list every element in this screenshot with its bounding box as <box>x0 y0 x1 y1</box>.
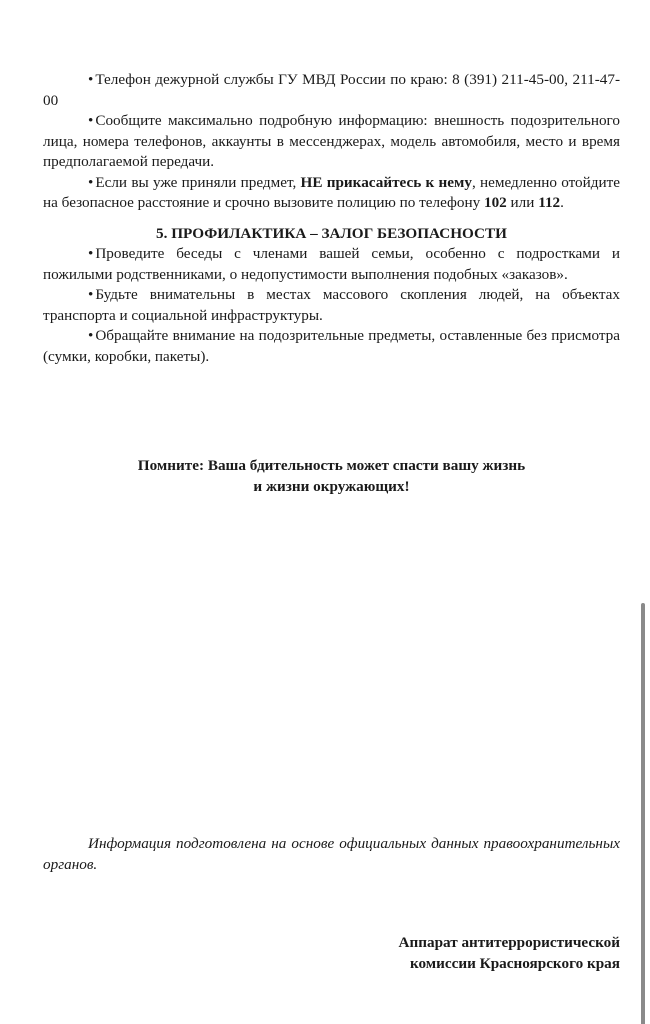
bullet-icon: • <box>88 112 94 129</box>
bullet-icon: • <box>88 71 94 88</box>
do-not-touch-emphasis: НЕ прикасайтесь к нему <box>300 173 472 191</box>
suspicious-objects-text: Обращайте внимание на подозрительные предметы, оставленные без присмотра (сумки, коробки, пакеты). <box>43 327 620 365</box>
do-not-touch-text-3: или <box>506 194 539 211</box>
reminder-block <box>43 456 620 497</box>
signature-line-2: комиссии Красноярского края <box>409 954 620 972</box>
crowded-places-text: Будьте внимательны в местах массового скопления людей, на объектах транспорта и социальной инфраструктуры. <box>43 286 620 324</box>
do-not-touch-text-4: . <box>560 194 564 211</box>
bullet-icon: • <box>88 173 94 191</box>
report-details-text: Сообщите максимально подробную информацию: внешность подозрительного лица, номера телефонов, аккаунты в мессенджерах, модель автомобиля, место и время предполагаемой передачи. <box>43 112 620 170</box>
family-talk-text: Проведите беседы с членами вашей семьи, особенно с подростками и пожилыми родственниками, о недопустимости выполнения подобных «заказов». <box>43 245 620 283</box>
info-note: Информация подготовлена на основе официальных данных правоохранительных органов. <box>43 835 620 873</box>
bullet-icon: • <box>88 245 94 262</box>
list-item-do-not-touch <box>43 173 620 214</box>
vertical-scrollbar[interactable] <box>641 603 645 1024</box>
signature-line-1: Аппарат антитеррористической <box>398 934 620 951</box>
emergency-number-112: 112 <box>538 194 561 211</box>
do-not-touch-text-2: , немедленно отойдите на безопасное расстояние и срочно вызовите полицию по телефону <box>43 173 620 211</box>
hotline-text: Телефон дежурной службы ГУ МВД России по краю: 8 (391) 211-45-00, 211-47-00 <box>43 71 620 109</box>
police-number-102: 102 <box>483 194 507 211</box>
signature-block <box>399 933 621 974</box>
bullet-icon: • <box>88 327 94 344</box>
list-item-suspicious-objects <box>43 326 620 367</box>
section-title-prevention: 5. ПРОФИЛАКТИКА – ЗАЛОГ БЕЗОПАСНОСТИ <box>156 224 507 242</box>
list-item-crowded-places <box>43 285 620 326</box>
do-not-touch-text-1: Если вы уже приняли предмет, <box>95 173 301 191</box>
list-item-family-talk <box>43 244 620 285</box>
list-item-hotline <box>43 70 620 111</box>
document-body <box>43 70 620 367</box>
bullet-icon: • <box>88 286 94 303</box>
reminder-line-1: Помните: Ваша бдительность может спасти вашу жизнь <box>137 457 526 474</box>
list-item-report-details <box>43 111 620 173</box>
reminder-line-2: и жизни окружающих! <box>253 477 410 495</box>
